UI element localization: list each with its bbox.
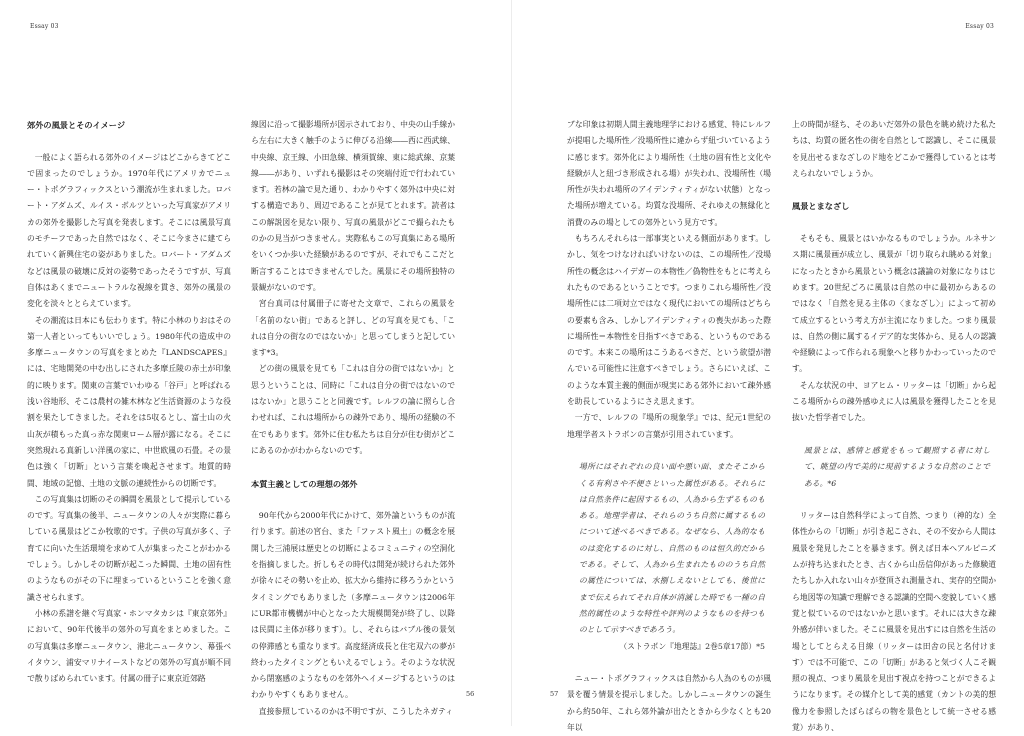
blank-line xyxy=(792,182,996,198)
blank-line xyxy=(792,215,996,231)
blank-line xyxy=(251,459,455,475)
text-column xyxy=(27,117,231,687)
section-heading: 本質主義としての理想の郊外 xyxy=(251,478,358,489)
paragraph: 小林の系譜を継ぐ写真家・ホンマタカシは『東京郊外』において、90年代後半の郊外の写真をまとめました。この写真集は多摩ニュータウン、港北ニュータウン、幕張ベイタウン、浦安マリナイーストなどの郊外の写真が順不同で散りばめられています。付属の冊子に東京近郊路 xyxy=(27,608,231,684)
page-number: 57 xyxy=(550,690,559,698)
continued-paragraph: 線図に沿って撮影場所が図示されており、中央の山手線から左右に大きく触手のように伸びる沿線――西に西武線、中央線、京王線、小田急線、横須賀線、東に総武線、京葉線――があり、いずれも撮影はその突端付近で行われています。若林の論で見た通り、わかりやすく郊外は中央に対する構造であり、周辺であることが見てとれます。読者はこの解説図を見ない限り、写真の風景がどこで撮られたものかの見当がつきません。実際私もこの写真集にある場所をいくつか歩いた経験があるのですが、それでもここだと断言することはできませんでした。風景にその場所独特の景観がないのです。 xyxy=(251,120,455,292)
continued-paragraph: ブな印象は初期人間主義地理学における感覚、特にレルフが提唱した場所性／没場所性に違からず紐づいているように感じます。郊外化により場所性（土地の固有性と文化や経験が人と紐づき形成される場）が失われ、没場所性（場所性が失われ場所のアイデンティティがない状態）となった場所が増えている。均質な没場所、それゆえの無縁化と消費のみの場としての郊外という見方です。 xyxy=(567,120,771,227)
section-heading: 風景とまなざし xyxy=(792,201,850,212)
blank-line xyxy=(567,443,771,459)
blank-line xyxy=(251,492,455,508)
paragraph: 一方で、レルフの『場所の現象学』では、紀元1世紀の地理学者ストラボンの言葉が引用されています。 xyxy=(567,413,771,439)
quote-text: 場所にはそれぞれの良い面や悪い面、またそこからくる有利さや不便さといった属性がある。それらには自然条件に起因するもの、人為から生ずるものもある。地理学者は、それらのうち自然に属するものについて述べるべきである。なぜなら、人為的なものは変化するのに対し、自然のものは恒久的だからである。そして、人為から生まれたもののうち自然の属性については、水捌しえないとしても、後世にまで伝えられてそれ自体が消滅した時でも一種の自然的属性のような特性や評判のようなものを持つものとして示すべきであろう。 xyxy=(579,462,765,635)
text-column xyxy=(567,117,771,732)
text-column xyxy=(792,117,996,732)
blank-line xyxy=(567,655,771,671)
paragraph: リッターは自然科学によって自然、つまり（神的な）全体性からの「切断」が引き起こされ、その不安から人間は風景を発見したことを暴きます。例えば日本ヘアルピニズムが持ち込まれたとき、古くから山岳信仰があった修験道たちしか入れない山々が登頂され測量され、実存的空間から地図等の知識で理解できる認識的空間へ変貌していく感覚と似ているのではないかと思います。それには大きな疎外感が伴いました。そこに風景を見出すには自然を生活の場としてとらえる目線（リッターは田舎の民と名付けます）では不可能で、この「切断」があると気づく人こそ観照の視点、つまり風景を見出す視点を持つことができるようになります。その媒介として美的感覚（カントの美的想像力を参照したばらばらの物を景色として統一させる感覚）があり、 xyxy=(792,511,996,732)
paragraph: 90年代から2000年代にかけて、郊外論というものが流行ります。前述の宮台、また「ファスト風土」の概念を展開した三浦展は歴史との切断によるコミュニティの空洞化を指摘しました。折しもその時代は開発が続けられた郊外が徐々にその勢いを止め、拡大から維持に移ろうかというタイミングでもありました（多摩ニュータウンは2006年にUR都市機構が中心となった大規模開発が終了し、以降は民間に主体が移ります）。し、それらはバブル後の景気の停滞感とも重なります。高度経済成長と住宅双六の夢が終わったタイミングともいえるでしょう。そのような状況から閉塞感のようなものを郊外へイメージするというのはわかりやすくもありません。 xyxy=(251,511,455,700)
quote-source: （ストラボン『地理誌』2巻5章17節）*5 xyxy=(619,641,765,651)
text-column xyxy=(251,117,455,716)
block-quote xyxy=(567,459,771,655)
blank-line xyxy=(792,492,996,508)
paragraph: もちろんそれらは一部事実といえる側面があります。しかし、気をつけなければいけないのは、この場所性／没場所性の概念はハイデガーの本物性／偽物性をもとに考えられたものであるということです。つまりこれら場所性／没場所性には二項対立ではなく現代においての場所はどちらの要素も含み、しかしアイデンティティの喪失があった際に場所性＝本物性を目指すべきである、というものであるのです。本来この場所はこうあるべきだ、という欲望が潜んでいる可能性に注意すべきでしょう。さらにいえば、このような本質主義的側面が現実にある郊外において疎外感を助長しているようにさえ思えます。 xyxy=(567,234,771,407)
running-head: Essay 03 xyxy=(30,23,59,30)
paragraph: 宮台真司は付属冊子に寄せた文章で、これらの風景を「名前のない街」であると評し、どの写真を見ても、「これは自分の街なのではないか」と思ってしまうと記しています*3。 xyxy=(251,299,455,358)
quote-text: 風景とは、感情と感覚をもって観照する者に対して、眺望の内で美的に現前するような自然のことである。*6 xyxy=(804,445,990,488)
page-number: 56 xyxy=(466,690,475,698)
section-heading: 郊外の風景とそのイメージ xyxy=(27,120,126,130)
paragraph: この写真集は切断のその瞬間を風景として提示しているのです。写真集の後半、ニュータウンの人々が実際に暮らしている風景はどこか牧歌的です。子供の写真が多く、子育てに向いた生活環境を求めて人が集まったことがわかるでしょう。しかしその切断が起こった瞬間、土地の固有性のようなものがその下に埋まっているということを強く意識させられます。 xyxy=(27,494,231,602)
paragraph: 一般によく語られる郊外のイメージはどこからきてどこで固まったのでしょうか。1970年代にアメリカでニュー・トポグラフィックスという潮流が生まれました。ロバート・アダムズ、ルイス・ボルツといった写真家がアメリカの郊外を撮影した写真を発表します。そこには風景写真のモチーフであった自然ではなく、そこに今まさに建てられていく新興住宅の姿がありました。ロバート・アダムズなどは風景の破壊に反対の姿勢であったそうですが、写真自体はあくまでニュートラルな視線を貫き、郊外の風景の変化を淡々ととらえています。 xyxy=(27,152,231,309)
right-page xyxy=(512,0,1024,732)
running-head: Essay 03 xyxy=(965,23,994,30)
left-page xyxy=(0,0,512,726)
paragraph: どの街の風景を見ても「これは自分の街ではないか」と思うということは、同時に「これは自分の街ではないのではないか」と思うことと同義です。レルフの論に照らし合わせれば、これは場所からの疎外であり、場所の経験の不在でもあります。郊外に住む私たちは自分が住む街がどこにあるのかがわからないのです。 xyxy=(251,364,455,455)
block-quote xyxy=(792,443,996,492)
blank-line xyxy=(27,133,231,149)
blank-line xyxy=(792,427,996,443)
paragraph: ニュー・トポグラフィックスは自然から人為のものが風景を覆う情景を提示しました。しかしニュータウンの誕生から約50年、これら郊外論が出たときから少なくとも20年以 xyxy=(567,674,771,732)
paragraph: その潮流は日本にも伝わります。特に小林のりおはその第一人者といってもいいでしょう。1980年代の造成中の多摩ニュータウンの写真をまとめた『LANDSCAPES』には、宅地開発の中む出しにされた多摩丘陵の赤土が印象的に映ります。関東の言葉でいわゆる「谷戸」と呼ばれる浅い谷地形、そこは農村の雑木林など生活資源のような役割を果たしてきました。それをは5収るとし、富士山の火山灰が積もった真っ赤な関東ローム層が露になる。そこに突然現れる真新しい洋風の家に、中世欧風の石畳。その景色は強く「切断」という言葉を喚起させます。地質的時間、地域の記憶、土地の文脈の連続性からの切断です。 xyxy=(27,315,231,488)
continued-paragraph: 上の時間が経ち、そのあいだ郊外の景色を眺め続けた私たちは、均質の匿名性の街を自然として認識し、そこに風景を見出せるまなざしのド地をどこかで獲得しているとは考えられないでしょうか。 xyxy=(792,120,996,178)
paragraph: そもそも、風景とはいかなるものでしょうか。ルネサンス期に風景画が成立し、風景が「切り取られ眺める対象」になったときから風景という概念は議論の対象になりはじめます。20世紀ごろに風景は自然の中に最初からあるのではなく「自然を見る主体の〈まなざし〉」によって初めて成立するという考え方が主流になりました。つまり風景は、自然の側に属するイデア的な実体から、見る人の認識や経験によって作られる現象へと移りかわっていったのです。 xyxy=(792,234,996,374)
paragraph: 直接参照しているのかは不明ですが、こうしたネガティ xyxy=(258,706,454,716)
paragraph: そんな状況の中、ヨアヒム・リッターは「切断」から起こる場所からの疎外感ゆえに人は風景を獲得したことを見抜いた哲学者でした。 xyxy=(792,380,996,423)
